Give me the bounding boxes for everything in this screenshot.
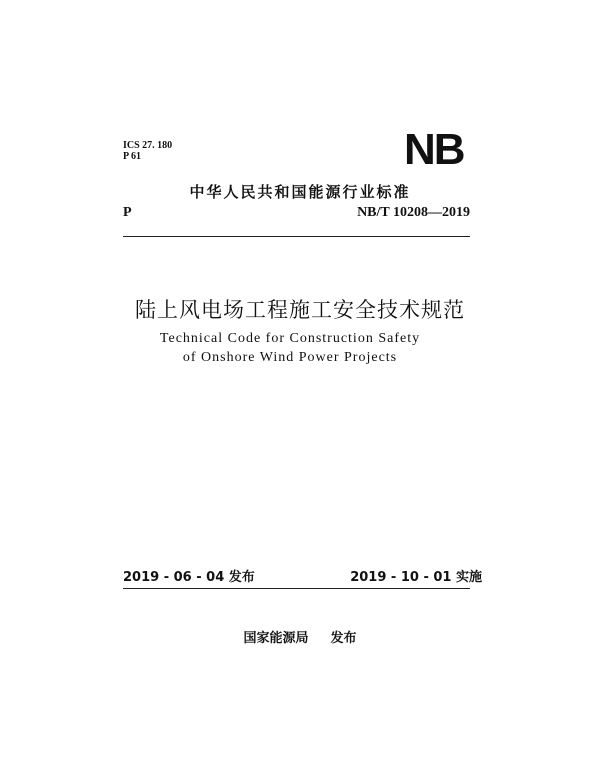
- ics-code: [123, 140, 172, 162]
- standard-type: 中华人民共和国能源行业标准: [189, 183, 411, 201]
- standard-number: NB/T 10208—2019: [357, 205, 470, 220]
- top-divider: [123, 236, 470, 237]
- issuer-action: 发布: [330, 631, 357, 646]
- issue-date: 2019 - 06 - 04 发布: [123, 570, 255, 585]
- nb-logo: NB: [404, 125, 464, 174]
- issuer: [0, 627, 600, 646]
- classification-code: P: [123, 205, 132, 220]
- ics-number: ICS 27. 180: [123, 140, 173, 151]
- title-chinese: 陆上风电场工程施工安全技术规范: [135, 298, 465, 322]
- bottom-divider: [123, 588, 470, 589]
- ccs-number: P 61: [123, 151, 142, 162]
- title-english-line1: Technical Code for Construction Safety: [159, 331, 421, 346]
- title-english-line2: of Onshore Wind Power Projects: [182, 350, 398, 365]
- implementation-date: 2019 - 10 - 01 实施: [350, 570, 482, 585]
- issuer-name: 国家能源局: [243, 631, 309, 646]
